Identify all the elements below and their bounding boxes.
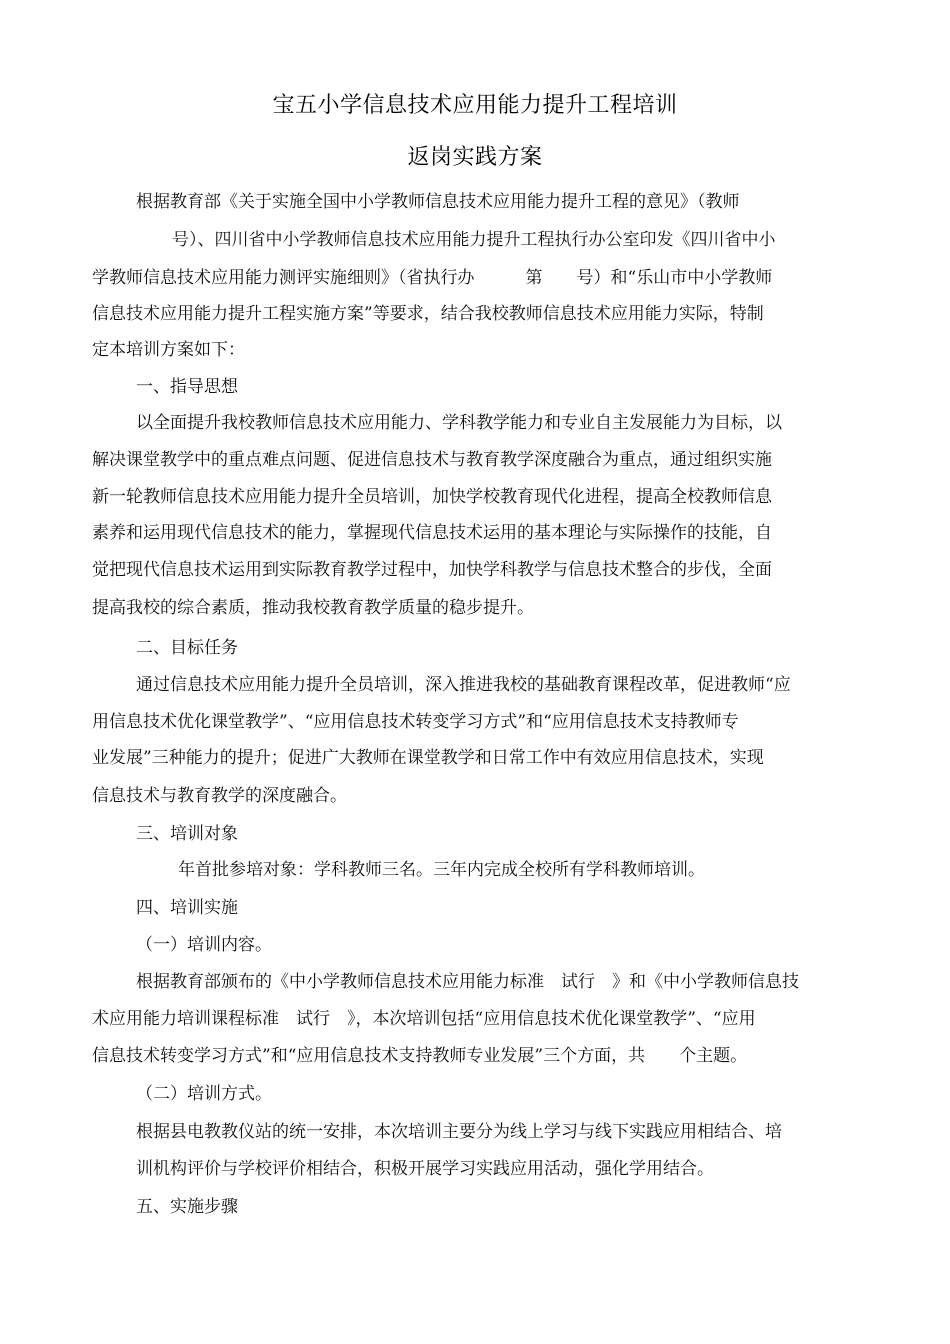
- document-title-line1: 宝五小学信息技术应用能力提升工程培训: [272, 93, 678, 118]
- section-line: 信息技术与教育教学的深度融合。: [92, 786, 347, 806]
- section-line: 用信息技术优化课堂教学”、“应用信息技术转变学习方式”和“应用信息技术支持教师专: [92, 712, 739, 732]
- document-title-line2: 返岗实践方案: [407, 145, 543, 170]
- subsection-heading: （一）培训内容。: [136, 935, 272, 955]
- intro-line: 号）、四川省中小学教师信息技术应用能力提升工程执行办公室印发《四川省中小: [172, 230, 776, 250]
- section-line: 素养和运用现代信息技术的能力，掌握现代信息技术运用的基本理论与实际操作的技能，自: [92, 523, 772, 543]
- intro-line: 根据教育部《关于实施全国中小学教师信息技术应用能力提升工程的意见》（教师: [136, 192, 740, 212]
- section-heading: 五、实施步骤: [136, 1197, 238, 1217]
- section-line: 觉把现代信息技术运用到实际教育教学过程中，加快学科教学与信息技术整合的步伐，全面: [92, 560, 772, 580]
- intro-line: 定本培训方案如下：: [92, 340, 245, 360]
- section-line: 新一轮教师信息技术应用能力提升全员培训，加快学校教育现代化进程，提高全校教师信息: [92, 487, 772, 507]
- section-line: 年首批参培对象：学科教师三名。三年内完成全校所有学科教师培训。: [178, 860, 705, 880]
- section-line: 以全面提升我校教师信息技术应用能力、学科教学能力和专业自主发展能力为目标，以: [136, 413, 782, 433]
- section-heading: 一、指导思想: [136, 377, 238, 397]
- section-line: 根据教育部颁布的《中小学教师信息技术应用能力标准 试行 》和《中小学教师信息技: [136, 972, 799, 992]
- section-line: 解决课堂教学中的重点难点问题、促进信息技术与教育教学深度融合为重点，通过组织实施: [92, 450, 772, 470]
- subsection-heading: （二）培训方式。: [136, 1084, 272, 1104]
- section-heading: 四、培训实施: [136, 898, 238, 918]
- section-line: 术应用能力培训课程标准 试行 》，本次培训包括“应用信息技术优化课堂教学”、“应用: [92, 1009, 756, 1029]
- section-line: 训机构评价与学校评价相结合，积极开展学习实践应用活动，强化学用结合。: [136, 1159, 714, 1179]
- section-heading: 二、目标任务: [136, 638, 238, 658]
- section-line: 信息技术转变学习方式”和“应用信息技术支持教师专业发展”三个方面，共 个主题。: [92, 1046, 748, 1066]
- section-line: 提高我校的综合素质，推动我校教育教学质量的稳步提升。: [92, 598, 534, 618]
- intro-line: 信息技术应用能力提升工程实施方案”等要求，结合我校教师信息技术应用能力实际，特制: [92, 304, 764, 324]
- section-line: 业发展”三种能力的提升；促进广大教师在课堂教学和日常工作中有效应用信息技术，实现: [92, 748, 764, 768]
- section-line: 通过信息技术应用能力提升全员培训，深入推进我校的基础教育课程改革，促进教师“应: [136, 675, 791, 695]
- section-line: 根据县电教教仪站的统一安排，本次培训主要分为线上学习与线下实践应用相结合、培: [136, 1122, 782, 1142]
- intro-line: 学教师信息技术应用能力测评实施细则》（省执行办 第 号）和“乐山市中小学教师: [92, 268, 773, 288]
- section-heading: 三、培训对象: [136, 824, 238, 844]
